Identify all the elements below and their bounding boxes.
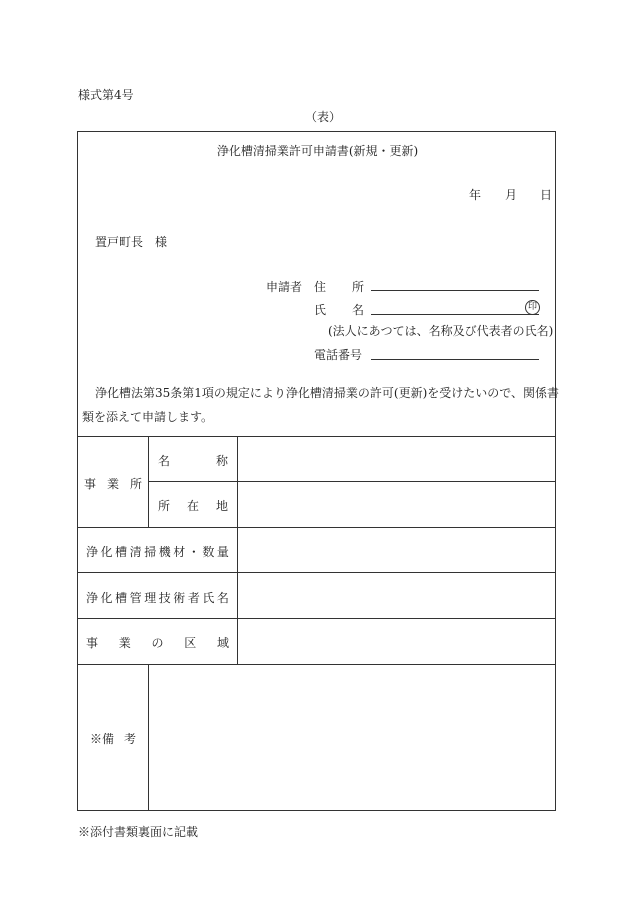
technician-field[interactable]: [243, 579, 548, 613]
statement-line-2: 類を添えて申請します。: [82, 410, 214, 424]
name-input-line[interactable]: [371, 314, 539, 315]
phone-input-line[interactable]: [371, 359, 539, 360]
table-top-border: [78, 436, 555, 437]
name-label-2: 名: [352, 303, 365, 317]
form-title: 浄化槽清掃業許可申請書(新規・更新): [216, 144, 419, 158]
footnote: ※添付書類裏面に記載: [78, 825, 199, 839]
addressee: 置戸町長 様: [95, 235, 168, 249]
name-label-1: 氏: [314, 303, 327, 317]
date-month: 月: [505, 188, 518, 202]
technician-label: 浄 化 槽 管 理 技 術 者 氏 名: [86, 591, 229, 605]
seal-icon: 印: [525, 300, 540, 315]
address-label-2: 所: [352, 280, 365, 294]
office-col-divider: [148, 436, 149, 527]
office-name-label: 名 称: [158, 454, 228, 468]
remarks-label: ※備 考: [90, 732, 136, 746]
row-divider: [78, 664, 555, 665]
equipment-label: 浄 化 槽 清 掃 機 材 ・ 数 量: [86, 545, 229, 559]
applicant-label: 申請者: [266, 280, 303, 294]
address-input-line[interactable]: [371, 290, 539, 291]
date-day: 日: [540, 188, 553, 202]
row-divider: [78, 572, 555, 573]
row-divider: [78, 527, 555, 528]
area-field[interactable]: [243, 624, 548, 658]
label-col-divider: [237, 436, 238, 664]
equipment-field[interactable]: [243, 533, 548, 567]
office-location-field[interactable]: [243, 487, 548, 521]
application-form: [77, 131, 560, 811]
office-inner-divider: [148, 481, 555, 482]
remarks-col-divider: [148, 664, 149, 810]
office-location-label: 所 在 地: [158, 499, 228, 513]
form-number: 様式第4号: [78, 88, 134, 102]
remarks-field[interactable]: [154, 670, 548, 804]
phone-label: 電話番号: [314, 348, 363, 362]
office-name-field[interactable]: [243, 442, 548, 476]
face-label: （表）: [305, 110, 342, 124]
address-label-1: 住: [314, 280, 327, 294]
statement-line-1: 浄化槽法第35条第1項の規定により浄化槽清掃業の許可(更新)を受けたいので、関係書: [95, 386, 560, 400]
office-label: 事 業 所: [84, 477, 142, 491]
row-divider: [78, 618, 555, 619]
area-label: 事 業 の 区 域: [86, 636, 229, 650]
date-year: 年: [469, 188, 482, 202]
corporate-note: (法人にあつては、名称及び代表者の氏名): [328, 324, 554, 338]
